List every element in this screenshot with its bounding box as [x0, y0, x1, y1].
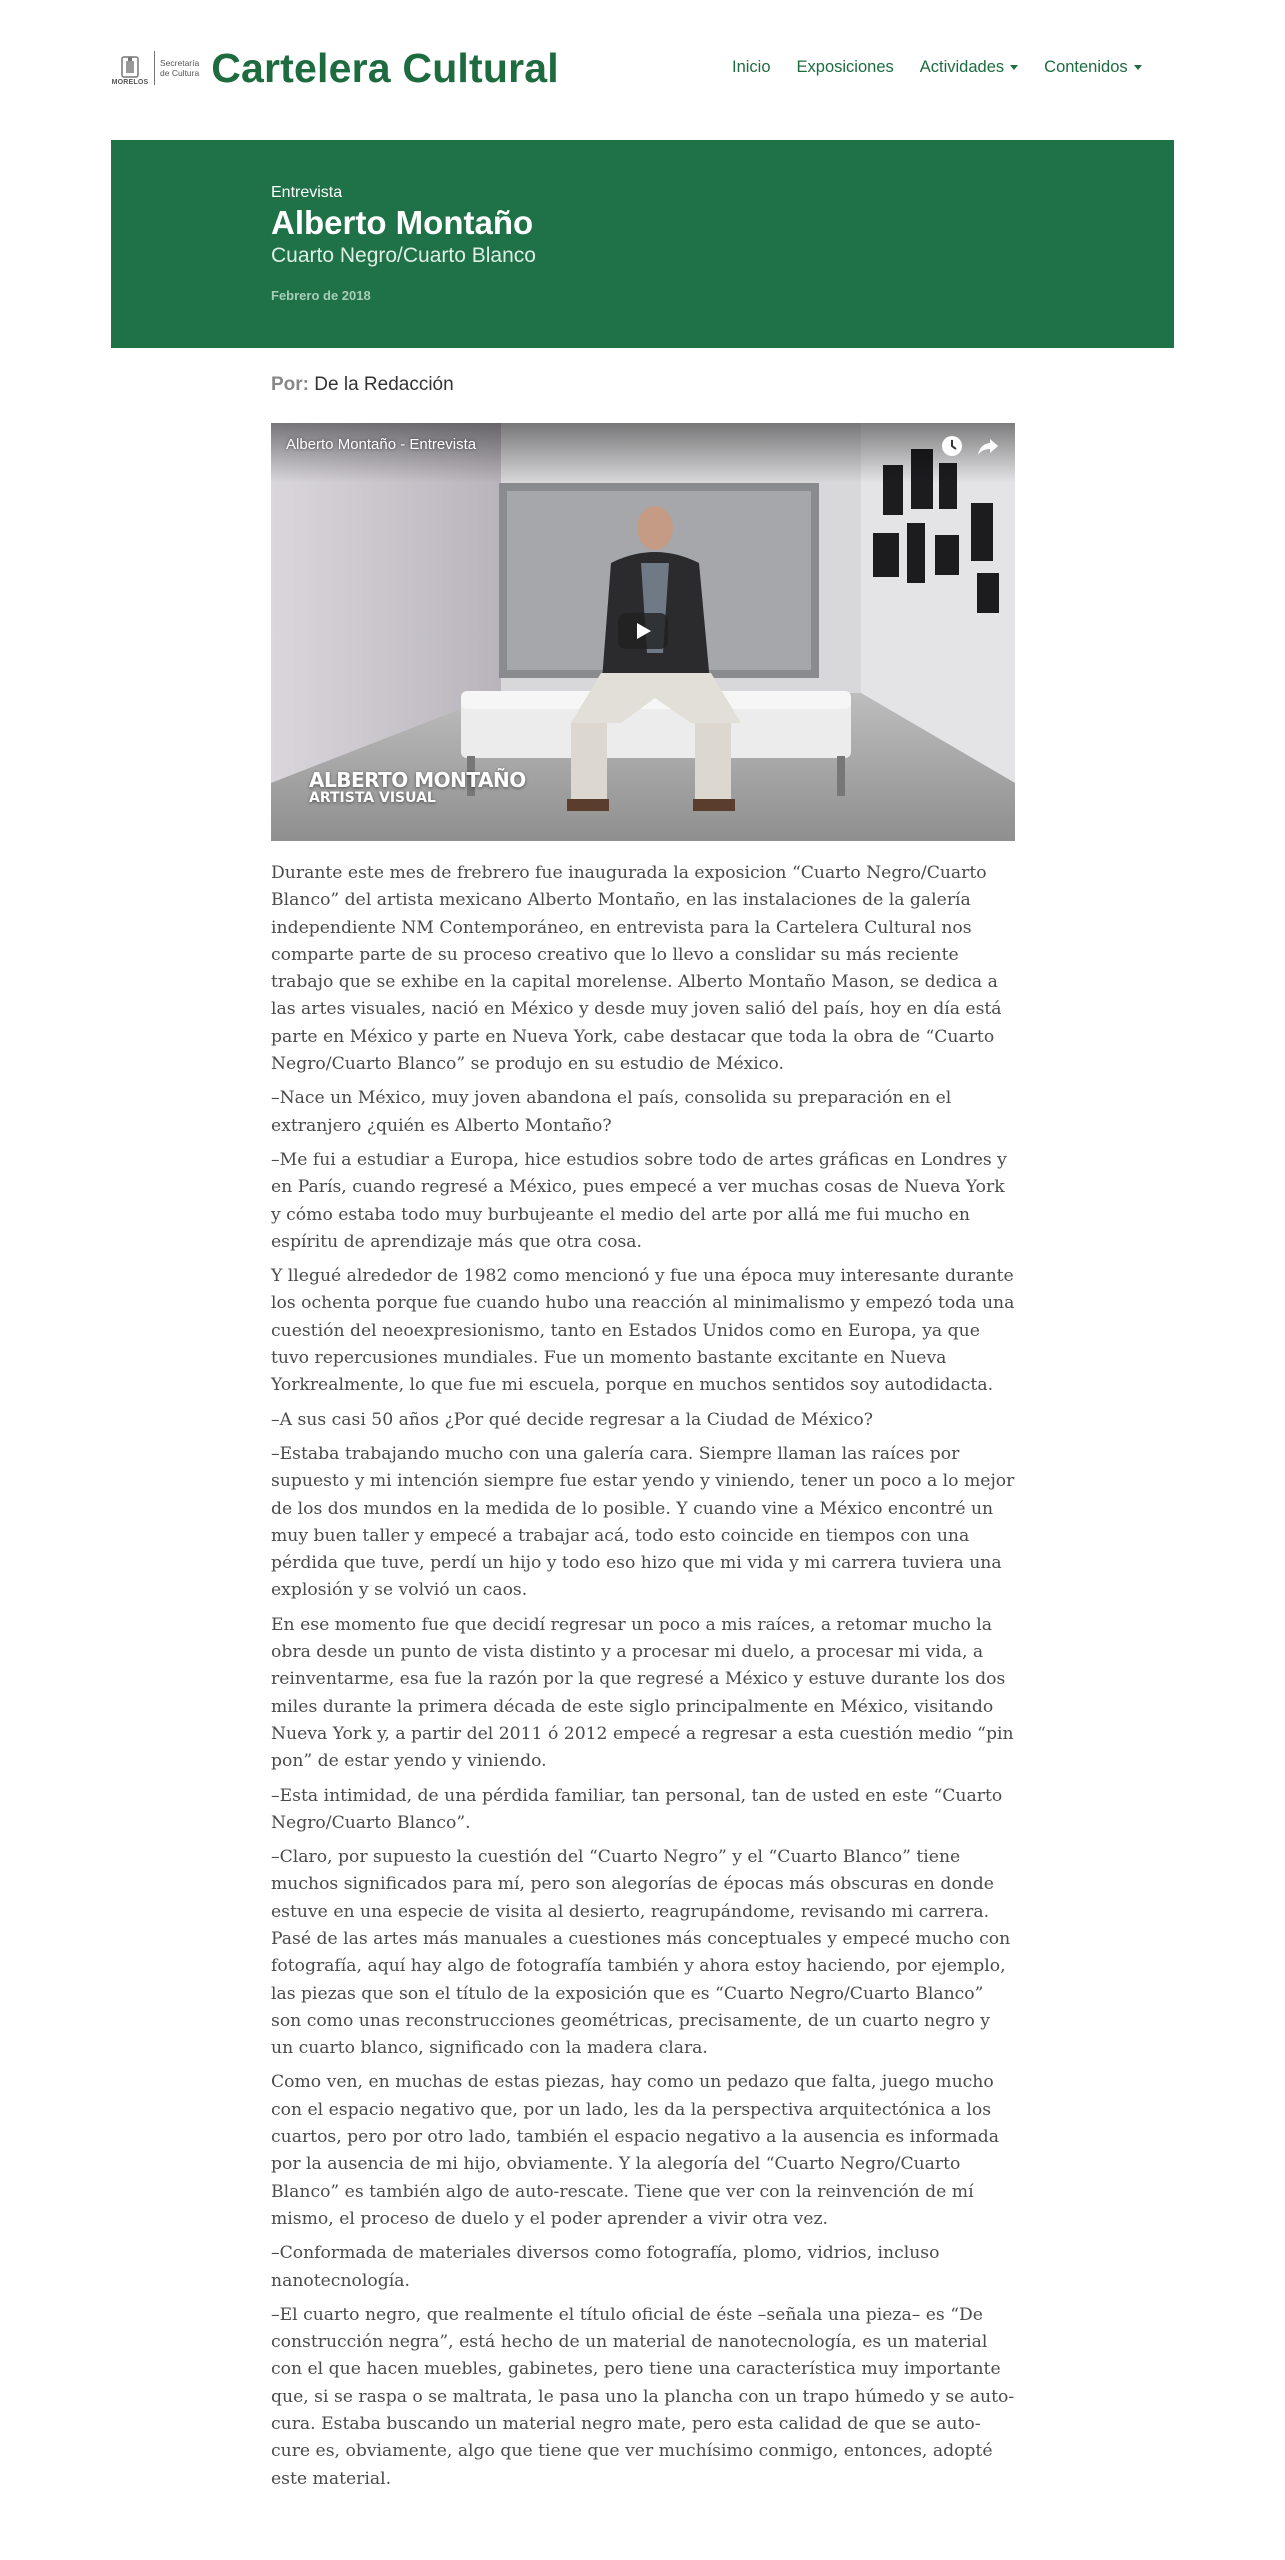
article-paragraph: –Me fui a estudiar a Europa, hice estudios sobre todo de artes gráficas en Londres y en París, cuando regresé a México, pues empecé a ver muchas cosas de Nueva York y cómo estaba todo muy burbujeante el medio del arte por allá me fui mucho en espíritu de aprendizaje más que otra cosa.: [271, 1149, 1007, 1252]
logo-divider: [154, 51, 155, 85]
video-title[interactable]: Alberto Montaño - Entrevista: [286, 436, 477, 453]
site-logo[interactable]: [110, 45, 559, 91]
nav-label: Exposiciones: [796, 58, 894, 76]
nav-label: Contenidos: [1044, 58, 1128, 76]
video-caption-role: ARTISTA VISUAL: [309, 790, 436, 806]
morelos-emblem-icon: [110, 49, 150, 87]
share-icon[interactable]: [975, 433, 1001, 459]
article-subtitle: Cuarto Negro/Cuarto Blanco: [271, 244, 536, 267]
site-header: [0, 0, 1285, 140]
article-category: Entrevista: [271, 184, 343, 201]
article-paragraph: –Estaba trabajando mucho con una galería cara. Siempre llaman las raíces por supuesto y mi intención siempre fue estar yendo y viniendo, tener un poco a lo mejor de los dos mundos en la medida de lo posible. Y cuando vine a México encontré un muy buen taller y empecé a trabajar acá, todo esto coincide en tiempos con una pérdida que tuve, perdí un hijo y todo eso hizo que mi vida y mi carrera tuviera una explosión y se volvió un caos.: [271, 1443, 1015, 1601]
video-player[interactable]: [271, 423, 1015, 841]
secretaria-line-2: de Cultura: [160, 68, 200, 78]
byline: [271, 374, 454, 396]
article-paragraph: –A sus casi 50 años ¿Por qué decide regresar a la Ciudad de México?: [271, 1409, 873, 1430]
article-paragraph: –Nace un México, muy joven abandona el país, consolida su preparación en el extranjero ¿quién es Alberto Montaño?: [271, 1088, 952, 1136]
video-tools: [929, 433, 1001, 459]
article-paragraph: –Conformada de materiales diversos como fotografía, plomo, vidrios, incluso nanotecnología.: [271, 2243, 940, 2291]
nav-item-exposiciones[interactable]: [797, 58, 894, 77]
nav-item-contenidos[interactable]: [1044, 58, 1141, 77]
nav-label: Inicio: [732, 58, 771, 76]
article-body: [271, 860, 1015, 2500]
article-paragraph: –Claro, por supuesto la cuestión del “Cuarto Negro” y el “Cuarto Blanco” tiene muchos significados para mí, pero son alegorías de épocas más obscuras en donde estuve en una especie de visita al desierto, reagrupándome, revisando mi carrera. Pasé de las artes más manuales a cuestiones más conceptuales y empecé mucho con fotografía, aquí hay algo de fotografía también y ahora estoy haciendo, por ejemplo, las piezas que son el título de la exposición que es “Cuarto Negro/Cuarto Blanco” son como unas reconstrucciones geométricas, precisamente, de un cuarto negro y un cuarto blanco, significado con la madera clara.: [271, 1847, 1011, 2059]
nav-label: Actividades: [919, 58, 1005, 76]
clock-icon[interactable]: [939, 433, 965, 459]
article-paragraph: Durante este mes de frebrero fue inaugurada la exposicion “Cuarto Negro/Cuarto Blanco” del artista mexicano Alberto Montaño, en las instalaciones de la galería independiente NM Contemporáneo, en entrevista para la Cartelera Cultural nos comparte parte de su proceso creativo que lo llevo a conslidar su más reciente trabajo que se exhibe en la capital morelense. Alberto Montaño Mason, se dedica a las artes visuales, nació en México y desde muy joven salió del país, hoy en día está parte en México y parte en Nueva York, cabe destacar que toda la obra de “Cuarto Negro/Cuarto Blanco” se produjo en su estudio de México.: [271, 863, 1002, 1075]
secretaria-label: [160, 58, 199, 78]
byline-prefix: Por:: [271, 374, 309, 395]
article-paragraph: –Esta intimidad, de una pérdida familiar, tan personal, tan de usted en este “Cuarto Negro/Cuarto Blanco”.: [271, 1785, 1003, 1833]
article-date: Febrero de 2018: [271, 288, 371, 303]
main-nav: [732, 58, 1168, 77]
secretaria-line-1: Secretaría: [160, 58, 200, 68]
nav-item-inicio[interactable]: [732, 58, 771, 77]
site-title[interactable]: Cartelera Cultural: [211, 45, 559, 91]
video-caption: [309, 769, 526, 806]
nav-item-actividades[interactable]: [920, 58, 1018, 77]
play-icon[interactable]: [618, 613, 668, 649]
article-title: Alberto Montaño: [271, 204, 534, 241]
emblem-label: MORELOS: [111, 79, 149, 86]
article-paragraph: Y llegué alrededor de 1982 como mencionó y fue una época muy interesante durante los ochenta porque fue cuando hubo una reacción al minimalismo y empezó toda una cuestión del neoexpresionismo, tanto en Estados Unidos como en Europa, ya que tuvo repercusiones mundiales. Fue un momento bastante excitante en Nueva Yorkrealmente, lo que fue mi escuela, porque en muchos sentidos soy autodidacta.: [271, 1266, 1015, 1396]
byline-author: De la Redacción: [314, 374, 454, 395]
article-banner: [111, 140, 1174, 348]
article-paragraph: En ese momento fue que decidí regresar un poco a mis raíces, a retomar mucho la obra desde un punto de vista distinto y a procesar mi duelo, a procesar mi vida, a reinventarme, esa fue la razón por la que regresé a México y estuve durante los dos miles durante la primera década de este siglo principalmente en México, visitando Nueva York y, a partir del 2011 ó 2012 empecé a regresar a esta cuestión medio “pin pon” de estar yendo y viniendo.: [271, 1614, 1014, 1772]
article-paragraph: –El cuarto negro, que realmente el título oficial de éste –señala una pieza– es “De construcción negra”, está hecho de un material de nanotecnología, es un material con el que hacen muebles, gabinetes, pero tiene una característica muy importante que, si se raspa o se maltrata, le pasa uno la plancha con un trapo húmedo y se auto-cura. Estaba buscando un material negro mate, pero esta calidad de que se auto-cure es, obviamente, algo que tiene que ver muchísimo conmigo, entonces, adopté este material.: [271, 2304, 1015, 2489]
video-caption-name: ALBERTO MONTAÑO: [309, 768, 526, 792]
chevron-down-icon: [1010, 65, 1018, 70]
chevron-down-icon: [1134, 65, 1142, 70]
article-paragraph: Como ven, en muchas de estas piezas, hay como un pedazo que falta, juego mucho con el espacio negativo que, por un lado, les da la perspectiva arquitectónica a los cuartos, pero por otro lado, también el espacio negativo a la ausencia es informada por la ausencia de mi hijo, obviamente. Y la alegoría del “Cuarto Negro/Cuarto Blanco” es también algo de auto-rescate. Tiene que ver con la reinvención de mí mismo, el proceso de duelo y el poder aprender a vivir otra vez.: [271, 2072, 999, 2229]
